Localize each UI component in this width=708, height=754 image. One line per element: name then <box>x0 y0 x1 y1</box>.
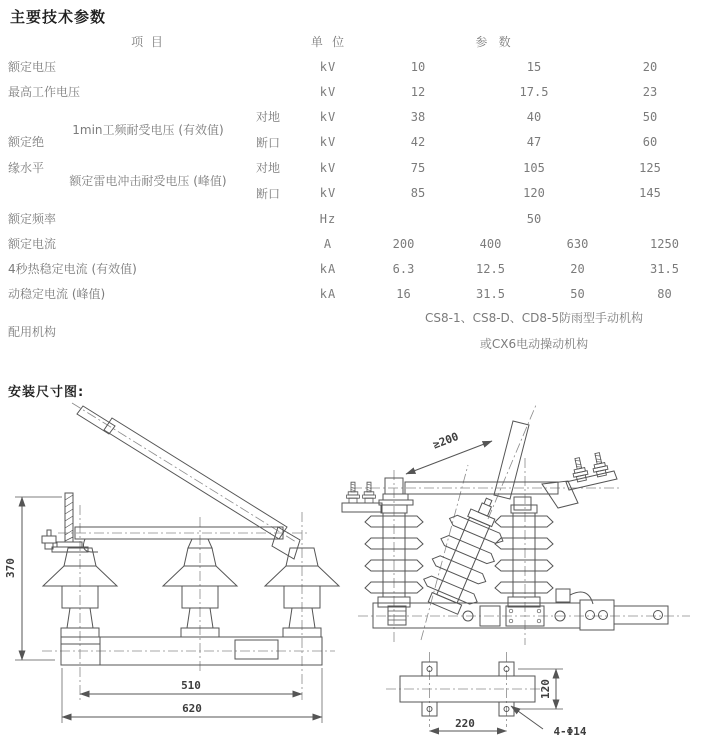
table-row <box>240 155 708 181</box>
right-terminal <box>542 452 617 508</box>
mechanism-line1: CS8-1、CS8-D、CD8-5防雨型手动机构 <box>424 311 644 325</box>
value-cell: 31.5 <box>650 261 679 276</box>
dimension-510 <box>80 679 302 694</box>
holes-label: 4-Φ14 <box>553 725 587 738</box>
left-terminal <box>342 482 382 512</box>
row-label: 额定电流 <box>8 237 57 251</box>
dim-220-label: 220 <box>455 717 475 730</box>
condition-cell: 断口 <box>255 186 280 201</box>
insulation-level-group <box>0 104 708 206</box>
subgroup-label: 额定雷电冲击耐受电压 (峰值) <box>69 174 227 188</box>
holes-callout <box>511 706 587 738</box>
unit-cell: kV <box>319 59 337 74</box>
row-label: 4秒热稳定电流 (有效值) <box>8 262 137 276</box>
page-title: 主要技术参数 <box>10 8 107 26</box>
unit-cell: A <box>323 236 333 251</box>
unit-cell: kV <box>319 109 337 124</box>
front-view-drawing <box>4 403 339 723</box>
value-cell: 125 <box>639 160 661 175</box>
value-cell: 17.5 <box>519 84 549 99</box>
subgroup-label: 1min工频耐受电压 (有效值) <box>72 123 224 137</box>
lightning-impulse-subgroup <box>56 155 708 206</box>
dim-120-label: 120 <box>539 679 552 699</box>
installation-dimension-diagram <box>0 394 708 754</box>
value-cell: 40 <box>526 109 542 124</box>
table-row-mechanism <box>0 306 708 356</box>
value-cell: 15 <box>526 59 542 74</box>
condition-cell: 断口 <box>255 135 280 150</box>
table-row <box>240 130 708 156</box>
value-cell: 47 <box>526 135 542 150</box>
blade-tip <box>77 406 115 434</box>
row-label: 配用机构 <box>8 324 57 339</box>
value-cell: 400 <box>479 236 502 251</box>
value-cell: 50 <box>570 286 585 301</box>
value-cell: 80 <box>657 286 672 301</box>
value-cell: 20 <box>642 59 658 74</box>
mechanism-value <box>360 305 708 357</box>
dimension-370 <box>4 497 62 660</box>
dimension-620 <box>62 668 322 723</box>
value-cell: 60 <box>642 135 658 150</box>
table-row <box>0 231 708 256</box>
value-cell: 630 <box>566 236 589 251</box>
technical-parameters-table <box>0 29 708 356</box>
unit-cell: kA <box>319 261 337 276</box>
table-row <box>0 79 708 104</box>
value-cell: 12.5 <box>476 261 505 276</box>
value-cell: 23 <box>642 84 658 99</box>
blade-centerline <box>488 405 536 519</box>
value-cell: 50 <box>642 109 658 124</box>
value-cell: 38 <box>410 109 426 124</box>
row-label: 额定电压 <box>8 60 57 74</box>
operating-rod <box>42 493 88 552</box>
contact-hook <box>83 539 98 552</box>
value-cell: 105 <box>523 160 545 175</box>
row-label: 动稳定电流 (峰值) <box>8 287 106 301</box>
value-cell: 85 <box>410 186 426 201</box>
row-label: 最高工作电压 <box>8 85 81 99</box>
table-row <box>0 206 708 231</box>
base-plan-view <box>386 652 587 738</box>
dimension-220 <box>430 717 507 731</box>
ribbed-insulator <box>495 505 553 607</box>
header-item: 项 目 <box>131 35 165 49</box>
power-frequency-subgroup <box>56 104 708 155</box>
value-cell: 42 <box>410 135 426 150</box>
side-base-channel <box>373 600 668 630</box>
dimension-open-gap <box>406 430 492 474</box>
group-label-line1: 额定绝 <box>8 135 45 149</box>
table-row <box>240 181 708 207</box>
header-params: 参 数 <box>475 35 513 49</box>
disconnect-blade <box>104 418 287 539</box>
group-label-line2: 缘水平 <box>8 161 45 175</box>
value-cell: 1250 <box>650 236 679 251</box>
unit-cell: kA <box>319 286 337 301</box>
dimension-120 <box>518 669 563 709</box>
blade-centerline <box>72 403 296 542</box>
value-cell: 120 <box>523 186 545 201</box>
unit-cell: kV <box>319 84 337 99</box>
table-row <box>0 281 708 306</box>
value-cell: 20 <box>570 261 585 276</box>
value-cell: 12 <box>410 84 426 99</box>
table-header-row <box>0 29 708 54</box>
dim-370-label: 370 <box>4 558 17 578</box>
mechanism-line2: 或CX6电动操动机构 <box>479 337 589 351</box>
installation-diagram-heading: 安装尺寸图: <box>8 385 85 400</box>
hinge-bracket <box>272 527 300 559</box>
table-row <box>0 54 708 79</box>
dim-510-label: 510 <box>181 679 201 692</box>
value-cell: 16 <box>396 286 411 301</box>
side-view-drawing <box>342 405 690 645</box>
rotating-ribbed-insulator <box>416 488 515 619</box>
unit-cell: kV <box>319 135 337 150</box>
unit-cell: kV <box>319 186 337 201</box>
ground-cable <box>556 589 593 604</box>
unit-cell: Hz <box>319 211 337 226</box>
value-cell: 50 <box>526 211 542 226</box>
value-cell: 31.5 <box>476 286 505 301</box>
condition-cell: 对地 <box>255 161 280 176</box>
dim-gap-label: ≥200 <box>431 429 461 452</box>
right-clamp <box>514 497 531 510</box>
value-cell: 6.3 <box>392 261 415 276</box>
condition-cell: 对地 <box>255 110 280 125</box>
row-label: 额定频率 <box>8 212 57 226</box>
dim-620-label: 620 <box>182 702 202 715</box>
table-row <box>240 104 708 130</box>
disconnect-blade-side <box>494 421 529 499</box>
value-cell: 145 <box>639 186 661 201</box>
value-cell: 10 <box>410 59 426 74</box>
group-label <box>0 104 56 206</box>
unit-cell: kV <box>319 160 337 175</box>
value-cell: 200 <box>392 236 415 251</box>
table-row <box>0 256 708 281</box>
header-unit: 单 位 <box>310 35 346 49</box>
value-cell: 75 <box>410 160 426 175</box>
